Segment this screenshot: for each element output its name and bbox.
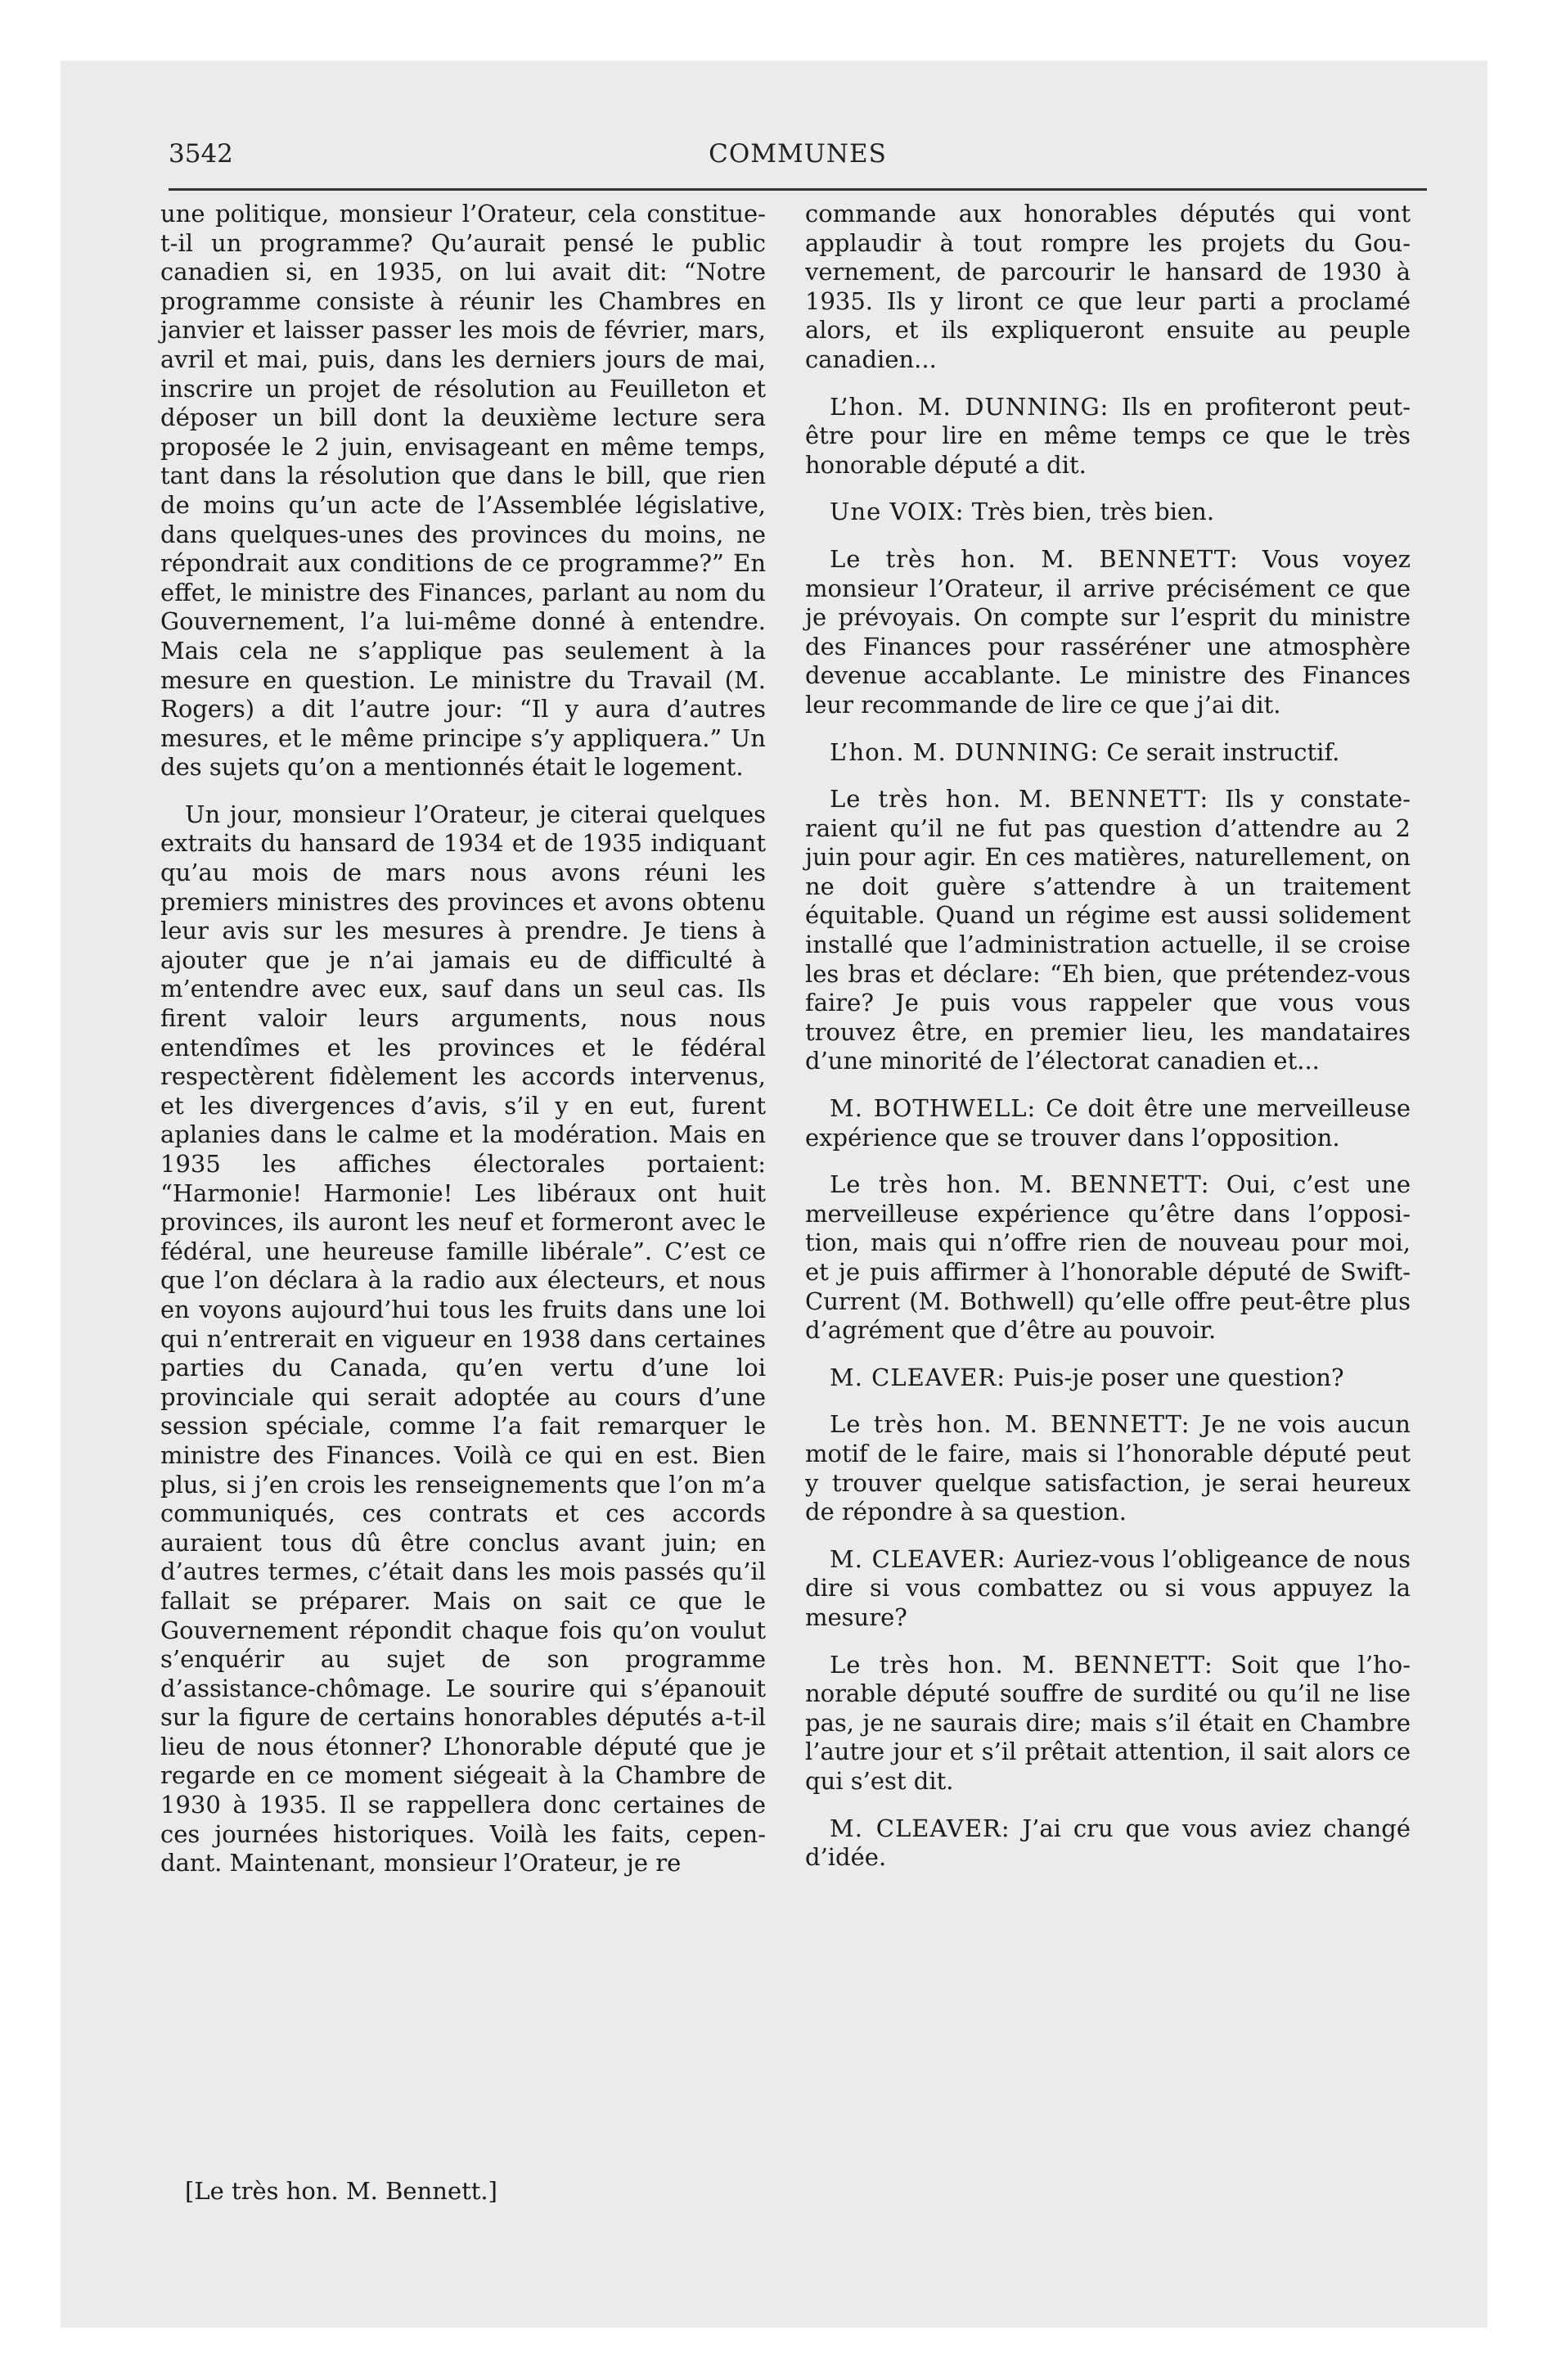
speech bbox=[805, 1364, 1411, 1393]
speech bbox=[805, 785, 1411, 1076]
page-number: 3542 bbox=[169, 139, 233, 169]
speaker-name: M. CLEAVER: bbox=[830, 1814, 1010, 1842]
page-header bbox=[169, 139, 1427, 188]
speaker-name: Le très hon. M. BENNETT: bbox=[830, 1650, 1213, 1679]
speaker-attribution: [Le très hon. M. Bennett.] bbox=[185, 2177, 497, 2205]
speech-text: Ils y constateraient qu’il ne fut pas question d’attendre au 2 juin pour agir. En ces matières, naturellement, on ne doit guère s’attendre à un traitement équitable. Quand un régime est aussi solidement installé que l’administration actuelle, il se croise les bras et déclare: “Eh bien, que prétendez-vous faire? Je puis vous rappeler que vous vous trouvez être, en premier lieu, les mandataires d’une minorité de l’électorat canadien et... bbox=[805, 785, 1411, 1075]
speech bbox=[805, 1094, 1411, 1152]
speech bbox=[805, 393, 1411, 480]
speech bbox=[805, 1814, 1411, 1873]
paragraph bbox=[805, 200, 1411, 375]
right-column bbox=[805, 200, 1411, 1891]
speech-text: J’ai cru que vous aviez changé d’idée. bbox=[805, 1814, 1411, 1872]
speaker-name: M. BOTHWELL: bbox=[830, 1094, 1037, 1123]
speaker-name: Le très hon. M. BENNETT: bbox=[830, 544, 1239, 573]
speech-text: Oui, c’est une merveilleuse expérience qu’être dans l’opposition, mais qui n’offre rien de nouveau pour moi, et je puis affirmer à l’honorable député de Swift-Current (M. Bothwell) qu’elle offre peut-être plus d’agrément que d’être au pouvoir. bbox=[805, 1170, 1411, 1345]
speech-text: Ce doit être une merveilleuse expérience que se trouver dans l’opposition. bbox=[805, 1094, 1411, 1152]
speech-text: Auriez-vous l’obligeance de nous dire si vous combattez ou si vous appuyez la mesure? bbox=[805, 1544, 1411, 1631]
paragraph: une politique, monsieur l’Orateur, cela constitue-t-il un programme? Qu’aurait pensé le public canadien si, en 1935, on lui avait dit: “Notre programme consiste à réunir les Chambres en janvier et laisser passer les mois de février, mars, avril et mai, puis, dans les derniers jours de mai, inscrire un projet de résolution au Feuilleton et déposer un bill dont la deuxième lecture sera proposée le 2 juin, envisageant en même temps, tant dans la résolution que dans le bill, que rien de moins qu’un acte de l’Assemblée législative, dans quelques-unes des provinces du moins, ne répondrait aux conditions de ce programme?” En effet, le ministre des Finances, parlant au nom du Gouvernement, l’a lui-même donné à entendre. Mais cela ne s’applique pas seulement à la mesure en question. Le ministre du Travail (M. Rogers) a dit l’autre jour: “Il y aura d’autres mesures, et le même principe s’y appliquera.” Un des sujets qu’on a mentionnés était le logement. bbox=[160, 200, 766, 782]
speech-text: Très bien, très bien. bbox=[971, 498, 1215, 526]
speech bbox=[805, 1651, 1411, 1796]
speech-text: Puis-je poser une question? bbox=[1013, 1363, 1344, 1391]
speech bbox=[805, 498, 1411, 527]
speaker-name: M. CLEAVER: bbox=[830, 1544, 1006, 1573]
paragraph-text: commande aux honorables députés qui vont applaudir à tout rompre les projets du Gouvernement, de parcourir le hansard de 1930 à 1935. Ils y liront ce que leur parti a proclamé alors, et ils expliqueront ensuite au peuple canadien... bbox=[805, 200, 1411, 373]
speech bbox=[805, 545, 1411, 720]
speaker-name: L’hon. M. DUNNING: bbox=[830, 392, 1109, 421]
speech-text: Je ne vois aucun motif de le faire, mais si l’honorable député peut y trouver quelque satisfaction, je serai heureux de répondre à sa question. bbox=[805, 1410, 1411, 1526]
header-rule bbox=[169, 188, 1427, 191]
speaker-name: Le très hon. M. BENNETT: bbox=[830, 1170, 1210, 1199]
speech-text: Ce serait instructif. bbox=[1106, 737, 1340, 766]
speech bbox=[805, 1170, 1411, 1346]
speech bbox=[805, 1410, 1411, 1526]
speaker-name: Le très hon. M. BENNETT: bbox=[830, 1410, 1190, 1439]
speaker-name: M. CLEAVER: bbox=[830, 1363, 1006, 1391]
left-column bbox=[160, 200, 766, 1896]
running-title: COMMUNES bbox=[709, 139, 887, 169]
speaker-name: L’hon. M. DUNNING: bbox=[830, 737, 1100, 766]
speech-text: Ils en profiteront peut-être pour lire en même temps ce que le très honorable député a dit. bbox=[805, 392, 1411, 479]
speech bbox=[805, 1545, 1411, 1633]
paragraph: Un jour, monsieur l’Orateur, je citerai quelques extraits du hansard de 1934 et de 1935 indiquant qu’au mois de mars nous avons réuni les premiers ministres des provinces et avons obtenu leur avis sur les mesures à prendre. Je tiens à ajouter que je n’ai jamais eu de difficulté à m’entendre avec eux, sauf dans un seul cas. Ils firent valoir leurs arguments, nous nous entendîmes et les provinces et le fédéral respectèrent fidèlement les accords intervenus, et les divergences d’avis, s’il y en eut, furent aplanies dans le calme et la modération. Mais en 1935 les affiches électorales portaient: “Harmonie! Harmonie! Les libéraux ont huit provinces, ils auront les neuf et formeront avec le fédéral, une heureuse famille libérale”. C’est ce que l’on déclara à la radio aux électeurs, et nous en voyons aujourd’hui tous les fruits dans une loi qui n’entrerait en vigueur en 1938 dans certaines parties du Canada, qu’en vertu d’une loi provinciale qui serait adoptée au cours d’une session spéciale, comme l’a fait remarquer le ministre des Finances. Voilà ce qui en est. Bien plus, si j’en crois les renseignements que l’on m’a communiqués, ces contrats et ces accords auraient tous dû être conclus avant juin; en d’autres termes, c’était dans les mois passés qu’il fallait se préparer. Mais on sait ce que le Gouvernement répondit chaque fois qu’on voulut s’enquérir au sujet de son programme d’assistance-chômage. Le sourire qui s’épanouit sur la figure de certains honorables députés a-t-il lieu de nous étonner? L’honorable député que je regarde en ce moment siégeait à la Chambre de 1930 à 1935. Il se rappellera donc certaines de ces journées historiques. Voilà les faits, cependant. Maintenant, monsieur l’Orateur, je re bbox=[160, 800, 766, 1877]
speech bbox=[805, 738, 1411, 768]
speaker-name: Une VOIX: bbox=[830, 498, 965, 526]
speech-text: Vous voyez monsieur l’Orateur, il arrive précisément ce que je prévoyais. On compte sur l’esprit du ministre des Finances pour rasséréner une atmosphère devenue accablante. Le ministre des Finances leur recommande de lire ce que j’ai dit. bbox=[805, 544, 1411, 719]
speech-text: Soit que l’honorable député souffre de surdité ou qu’il ne lise pas, je ne saurais dire; mais s’il était en Chambre l’autre jour et s’il prêtait attention, il sait alors ce qui s’est dit. bbox=[805, 1650, 1411, 1795]
speaker-name: Le très hon. M. BENNETT: bbox=[830, 785, 1209, 814]
